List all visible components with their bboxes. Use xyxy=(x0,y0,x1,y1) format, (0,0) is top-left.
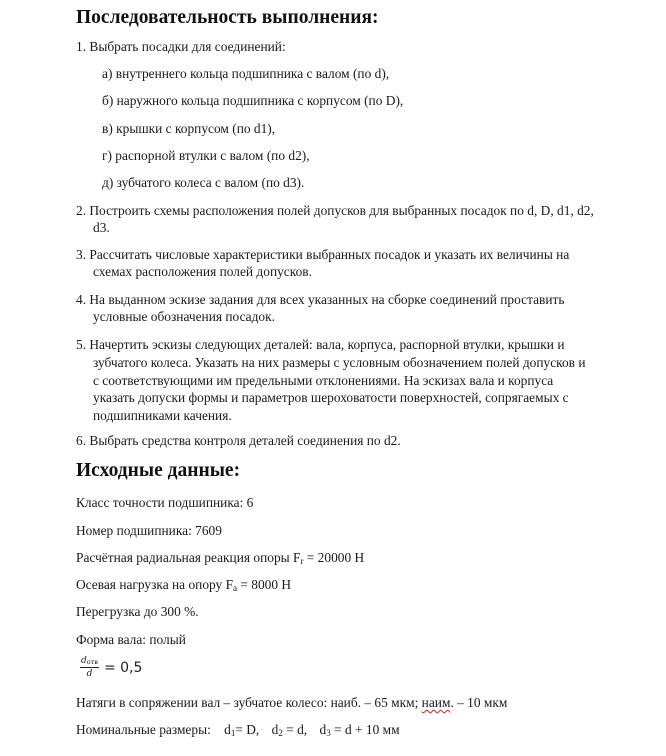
radial-reaction: Расчётная радиальная реакция опоры $F_r = 20000$ Н xyxy=(76,550,365,566)
substep-a: а) внутреннего кольца подшипника с валом (по d), xyxy=(102,66,390,81)
substep-v: в) крышки с корпусом (по d1), xyxy=(102,121,276,136)
step-2-line-2: d3. xyxy=(93,220,110,235)
step-2-line-1: 2. Построить схемы расположения полей допусков для выбранных посадок по d, D, d1, d2, xyxy=(76,203,594,218)
ratio-formula xyxy=(80,656,142,679)
step-5-line-3: с соответствующими им предельными отклонениями. На эскизах вала и корпуса xyxy=(93,373,554,388)
step-4-line-2: условные обозначения посадок. xyxy=(93,309,275,324)
step-5-line-2: зубчатого колеса. Указать на них размеры с условным обозначением полей допусков и xyxy=(93,355,586,370)
substep-g: г) распорной втулки с валом (по d2), xyxy=(102,148,310,163)
accuracy-class: Класс точности подшипника: 6 xyxy=(76,495,254,510)
step-3-line-1: 3. Рассчитать числовые характеристики выбранных посадок и указать их величины на xyxy=(76,247,570,262)
heading-sequence: Последовательность выполнения: xyxy=(76,7,379,28)
fraction xyxy=(80,656,99,679)
ratio-value: = 0,5 xyxy=(103,659,143,676)
step-1: 1. Выбрать посадки для соединений: xyxy=(76,39,286,54)
step-4-line-1: 4. На выданном эскизе задания для всех указанных на сборке соединений проставить xyxy=(76,292,565,307)
interference: Натяги в сопряжении вал – зубчатое колесо: наиб. – 65 мкм; наим. – 10 мкм xyxy=(76,695,508,710)
nominal-sizes: Номинальные размеры: $d_1= D$, $d_2 = d$, $d_3 = d + 10$ мм xyxy=(76,722,400,738)
step-5-line-1: 5. Начертить эскизы следующих деталей: вала, корпуса, распорной втулки, крышки и xyxy=(76,337,565,352)
overload: Перегрузка до 300 %. xyxy=(76,604,199,619)
axial-load: Осевая нагрузка на опору $F_a = 8000$ Н xyxy=(76,577,292,593)
shaft-form: Форма вала: полый xyxy=(76,632,186,647)
substep-b: б) наружного кольца подшипника с корпусом (по D), xyxy=(102,93,404,108)
d3-size: $d_3 = d + 10$ мм xyxy=(319,722,400,738)
fraction-numerator: $d_{отв}$ xyxy=(81,656,98,666)
spellcheck-flagged-word[interactable]: наим xyxy=(421,695,451,710)
d1-size: $d_1= D$, xyxy=(224,722,260,738)
step-5-line-5: подшипниками качения. xyxy=(93,408,232,423)
fraction-denominator: d xyxy=(86,669,93,679)
substep-d: д) зубчатого колеса с валом (по d3). xyxy=(102,175,305,190)
step-6: 6. Выбрать средства контроля деталей соединения по d2. xyxy=(76,433,401,448)
d2-size: $d_2 = d$, xyxy=(271,722,308,738)
step-5-line-4: указать допуски формы и параметров шероховатости поверхностей, сопрягаемых с xyxy=(93,390,569,405)
heading-initial-data: Исходные данные: xyxy=(76,460,241,481)
step-3-line-2: схемах расположения полей допусков. xyxy=(93,264,312,279)
bearing-number: Номер подшипника: 7609 xyxy=(76,523,222,538)
